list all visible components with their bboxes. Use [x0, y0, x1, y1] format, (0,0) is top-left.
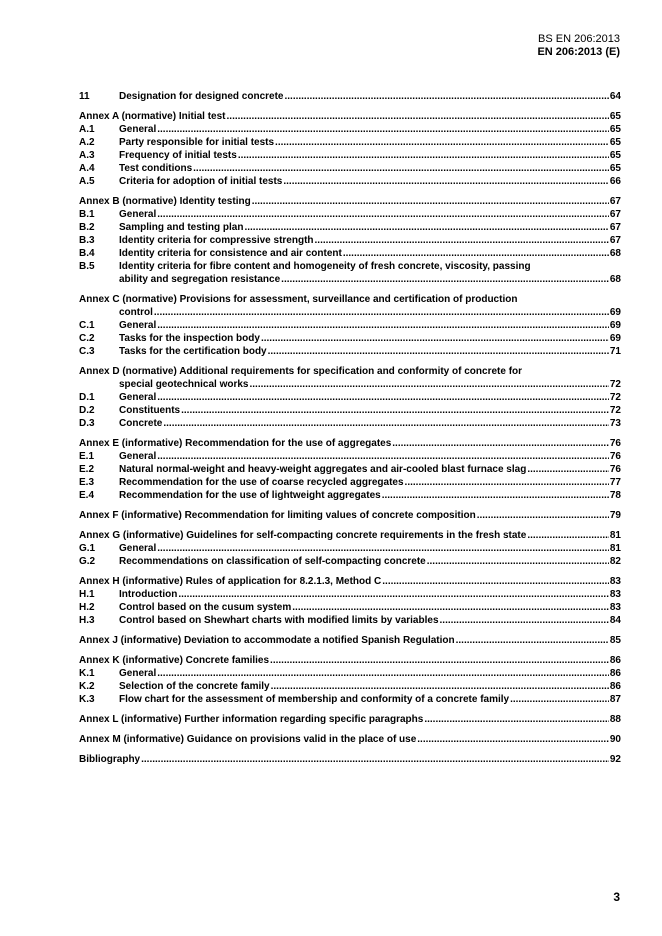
toc-entry-number: E.1 — [79, 451, 95, 462]
toc-entry[interactable] — [79, 319, 621, 332]
toc-entry-title: Concrete — [119, 418, 163, 429]
toc-entry[interactable] — [79, 680, 621, 693]
toc-entry[interactable] — [79, 713, 621, 726]
toc-entry[interactable] — [79, 733, 621, 746]
toc-entry-title: Annex K (informative) Concrete families — [79, 655, 270, 666]
toc-entry-title: Identity criteria for compressive strength — [119, 235, 314, 246]
toc-entry-page: 79 — [609, 510, 621, 521]
toc-entry-page: 69 — [609, 307, 621, 318]
toc-entry-number: E.2 — [79, 464, 95, 475]
dot-leader — [280, 273, 609, 286]
toc-entry-page: 72 — [609, 405, 621, 416]
toc-entry-title: Annex C (normative) Provisions for assessment, surveillance and certification of production — [79, 294, 518, 305]
toc-entry[interactable] — [79, 634, 621, 647]
toc-entry-page: 77 — [609, 477, 621, 488]
dot-leader — [156, 208, 609, 221]
toc-entry-title: Introduction — [119, 589, 178, 600]
dot-leader — [314, 234, 609, 247]
toc-entry-number: K.3 — [79, 694, 95, 705]
dot-leader — [526, 463, 609, 476]
toc-entry[interactable] — [79, 365, 621, 378]
toc-entry[interactable] — [79, 614, 621, 627]
toc-entry-page: 84 — [609, 615, 621, 626]
toc-entry-page: 86 — [609, 655, 621, 666]
toc-entry[interactable] — [79, 575, 621, 588]
toc-entry-title: Identity criteria for fibre content and homogeneity of fresh concrete, viscosity, passing — [119, 261, 531, 272]
toc-entry-title: Annex A (normative) Initial test — [79, 111, 226, 122]
toc-entry-title: Control based on Shewhart charts with modified limits by variables — [119, 615, 439, 626]
dot-leader — [476, 509, 609, 522]
toc-entry-title: Recommendations on classification of self-compacting concrete — [119, 556, 426, 567]
toc-entry-title: Constituents — [119, 405, 181, 416]
dot-leader — [291, 601, 609, 614]
toc-entry-page: 81 — [609, 530, 621, 541]
toc-entry-title: Identity criteria for consistence and air content — [119, 248, 342, 259]
toc-entry-title: General — [119, 668, 157, 679]
dot-leader — [342, 247, 609, 260]
toc-entry[interactable] — [79, 463, 621, 476]
toc-entry-number: C.1 — [79, 320, 95, 331]
toc-entry-number: B.3 — [79, 235, 95, 246]
dot-leader — [439, 614, 609, 627]
toc-entry[interactable] — [79, 654, 621, 667]
dot-leader — [156, 319, 609, 332]
dot-leader — [192, 162, 609, 175]
toc-entry-number: G.2 — [79, 556, 96, 567]
toc-entry[interactable] — [79, 417, 621, 430]
toc-entry-page: 72 — [609, 392, 621, 403]
toc-entry-title: Control based on the cusum system — [119, 602, 292, 613]
dot-leader — [416, 733, 609, 746]
toc-entry-number: B.4 — [79, 248, 95, 259]
toc-entry[interactable] — [79, 601, 621, 614]
toc-entry-page: 67 — [609, 235, 621, 246]
toc-entry-number: K.1 — [79, 668, 95, 679]
toc-entry[interactable] — [79, 667, 621, 680]
dot-leader — [381, 489, 609, 502]
dot-leader — [237, 149, 609, 162]
toc-entry[interactable] — [79, 149, 621, 162]
toc-entry[interactable] — [79, 450, 621, 463]
toc-entry-title: Flow chart for the assessment of membership and conformity of a concrete family — [119, 694, 510, 705]
toc-entry-title: Annex E (informative) Recommendation for the use of aggregates — [79, 438, 392, 449]
toc-entry-page: 69 — [609, 333, 621, 344]
toc-entry-page: 76 — [609, 464, 621, 475]
toc-entry-title: Annex J (informative) Deviation to accommodate a notified Spanish Regulation — [79, 635, 455, 646]
toc-entry-title: Bibliography — [79, 754, 141, 765]
dot-leader — [270, 680, 609, 693]
toc-entry-title: Annex G (informative) Guidelines for self-compacting concrete requirements in the fresh state — [79, 530, 527, 541]
toc-entry[interactable] — [79, 234, 621, 247]
toc-entry-title: Annex M (informative) Guidance on provisions valid in the place of use — [79, 734, 417, 745]
toc-entry[interactable] — [79, 555, 621, 568]
toc-entry[interactable] — [79, 136, 621, 149]
toc-entry[interactable] — [79, 293, 621, 306]
toc-entry-page: 85 — [609, 635, 621, 646]
toc-entry-page: 76 — [609, 438, 621, 449]
toc-entry[interactable] — [79, 260, 621, 273]
toc-entry-page: 65 — [609, 150, 621, 161]
toc-entry-page: 64 — [609, 91, 621, 102]
toc-entry[interactable] — [79, 345, 621, 358]
dot-leader — [249, 378, 609, 391]
toc-entry[interactable] — [79, 489, 621, 502]
toc-entry-number: A.3 — [79, 150, 95, 161]
toc-entry[interactable] — [79, 753, 621, 766]
dot-leader — [426, 555, 609, 568]
toc-entry-title: Criteria for adoption of initial tests — [119, 176, 283, 187]
toc-entry-title: General — [119, 124, 157, 135]
toc-entry-title: Annex H (informative) Rules of application for 8.2.1.3, Method C — [79, 576, 382, 587]
toc-entry[interactable] — [79, 247, 621, 260]
toc-entry-title: Annex F (informative) Recommendation for limiting values of concrete composition — [79, 510, 476, 521]
toc-entry-page: 68 — [609, 274, 621, 285]
dot-leader — [243, 221, 608, 234]
toc-entry-title: Annex D (normative) Additional requirements for specification and conformity of concrete for — [79, 366, 523, 377]
toc-entry-number: B.1 — [79, 209, 95, 220]
toc-entry[interactable] — [79, 378, 621, 391]
toc-entry-number: K.2 — [79, 681, 95, 692]
toc-entry-page: 67 — [609, 222, 621, 233]
dot-leader — [391, 437, 609, 450]
toc-entry-title: General — [119, 392, 157, 403]
toc-entry-page: 76 — [609, 451, 621, 462]
toc-entry-number: 11 — [79, 91, 90, 102]
toc-entry-number: C.2 — [79, 333, 95, 344]
toc-entry-number: A.1 — [79, 124, 95, 135]
toc-entry[interactable] — [79, 437, 621, 450]
toc-entry-number: A.5 — [79, 176, 95, 187]
toc-entry-number: A.4 — [79, 163, 95, 174]
header-standard-id: BS EN 206:2013 — [538, 33, 620, 45]
toc-entry[interactable] — [79, 306, 621, 319]
dot-leader — [140, 753, 609, 766]
toc-entry-number: D.1 — [79, 392, 95, 403]
toc-entry[interactable] — [79, 90, 621, 103]
toc-entry-page: 65 — [609, 137, 621, 148]
dot-leader — [404, 476, 609, 489]
toc-entry-title: Annex L (informative) Further information regarding specific paragraphs — [79, 714, 424, 725]
toc-entry-number: E.3 — [79, 477, 95, 488]
toc-entry[interactable] — [79, 542, 621, 555]
toc-entry-title: Selection of the concrete family — [119, 681, 270, 692]
toc-entry[interactable] — [79, 476, 621, 489]
toc-entry[interactable] — [79, 123, 621, 136]
toc-entry-page: 83 — [609, 576, 621, 587]
dot-leader — [153, 306, 609, 319]
dot-leader — [269, 654, 609, 667]
toc-entry[interactable] — [79, 175, 621, 188]
toc-entry[interactable] — [79, 208, 621, 221]
dot-leader — [282, 175, 609, 188]
dot-leader — [156, 123, 609, 136]
toc-entry-page: 87 — [609, 694, 621, 705]
toc-entry-title: ability and segregation resistance — [119, 274, 281, 285]
dot-leader — [156, 391, 609, 404]
toc-entry-page: 68 — [609, 248, 621, 259]
toc-entry[interactable] — [79, 529, 621, 542]
toc-entry[interactable] — [79, 391, 621, 404]
toc-entry-page: 72 — [609, 379, 621, 390]
toc-entry-title: General — [119, 320, 157, 331]
toc-entry-page: 88 — [609, 714, 621, 725]
toc-entry-number: B.2 — [79, 222, 95, 233]
toc-entry[interactable] — [79, 110, 621, 123]
dot-leader — [274, 136, 609, 149]
dot-leader — [381, 575, 609, 588]
toc-entry-page: 69 — [609, 320, 621, 331]
toc-entry[interactable] — [79, 221, 621, 234]
toc-entry-page: 78 — [609, 490, 621, 501]
toc-entry-number: D.2 — [79, 405, 95, 416]
dot-leader — [260, 332, 609, 345]
dot-leader — [267, 345, 609, 358]
toc-entry-title: Annex B (normative) Identity testing — [79, 196, 251, 207]
toc-entry-page: 86 — [609, 668, 621, 679]
dot-leader — [423, 713, 609, 726]
toc-entry-number: H.2 — [79, 602, 95, 613]
toc-entry[interactable] — [79, 404, 621, 417]
toc-entry-number: C.3 — [79, 346, 95, 357]
dot-leader — [526, 529, 609, 542]
dot-leader — [509, 693, 609, 706]
dot-leader — [156, 542, 609, 555]
toc-entry-number: G.1 — [79, 543, 96, 554]
dot-leader — [156, 667, 609, 680]
dot-leader — [283, 90, 608, 103]
toc-entry-title: General — [119, 209, 157, 220]
toc-entry-title: General — [119, 451, 157, 462]
toc-entry-page: 86 — [609, 681, 621, 692]
toc-entry-page: 92 — [609, 754, 621, 765]
toc-entry-title: Tasks for the certification body — [119, 346, 267, 357]
toc-entry-title: control — [119, 307, 153, 318]
toc-entry-title: Sampling and testing plan — [119, 222, 244, 233]
toc-entry-page: 83 — [609, 589, 621, 600]
toc-entry-page: 71 — [609, 346, 621, 357]
toc-entry-page: 83 — [609, 602, 621, 613]
toc-entry-title: Party responsible for initial tests — [119, 137, 275, 148]
page-number: 3 — [613, 890, 620, 904]
toc-entry-title: special geotechnical works — [119, 379, 249, 390]
toc-entry[interactable] — [79, 273, 621, 286]
toc-entry-page: 66 — [609, 176, 621, 187]
toc-entry-number: D.3 — [79, 418, 95, 429]
dot-leader — [251, 195, 609, 208]
dot-leader — [455, 634, 609, 647]
dot-leader — [156, 450, 609, 463]
dot-leader — [177, 588, 609, 601]
toc-entry-page: 73 — [609, 418, 621, 429]
toc-entry-title: General — [119, 543, 157, 554]
toc-entry-number: B.5 — [79, 261, 95, 272]
toc-entry-title: Frequency of initial tests — [119, 150, 237, 161]
toc-entry-page: 82 — [609, 556, 621, 567]
toc-entry[interactable] — [79, 693, 621, 706]
toc-entry-title: Recommendation for the use of lightweight aggregates — [119, 490, 381, 501]
toc-entry-number: E.4 — [79, 490, 95, 501]
toc-entry-title: Tasks for the inspection body — [119, 333, 260, 344]
toc-entry-page: 65 — [609, 163, 621, 174]
toc-entry-page: 67 — [609, 196, 621, 207]
toc-entry-page: 65 — [609, 111, 621, 122]
toc-entry[interactable] — [79, 332, 621, 345]
toc-entry[interactable] — [79, 162, 621, 175]
toc-entry[interactable] — [79, 195, 621, 208]
toc-entry-title: Natural normal-weight and heavy-weight aggregates and air-cooled blast furnace slag — [119, 464, 527, 475]
toc-entry-title: Designation for designed concrete — [119, 91, 284, 102]
toc-entry-number: H.1 — [79, 589, 95, 600]
toc-entry-number: H.3 — [79, 615, 95, 626]
toc-entry-title: Test conditions — [119, 163, 193, 174]
dot-leader — [180, 404, 609, 417]
dot-leader — [162, 417, 609, 430]
toc-entry[interactable] — [79, 588, 621, 601]
toc-entry-page: 67 — [609, 209, 621, 220]
dot-leader — [226, 110, 609, 123]
toc-entry-page: 65 — [609, 124, 621, 135]
toc-entry-title: Recommendation for the use of coarse recycled aggregates — [119, 477, 404, 488]
toc-entry-number: A.2 — [79, 137, 95, 148]
toc-entry[interactable] — [79, 509, 621, 522]
toc-entry-page: 81 — [609, 543, 621, 554]
header-document-id: EN 206:2013 (E) — [537, 46, 620, 58]
toc-entry-page: 90 — [609, 734, 621, 745]
